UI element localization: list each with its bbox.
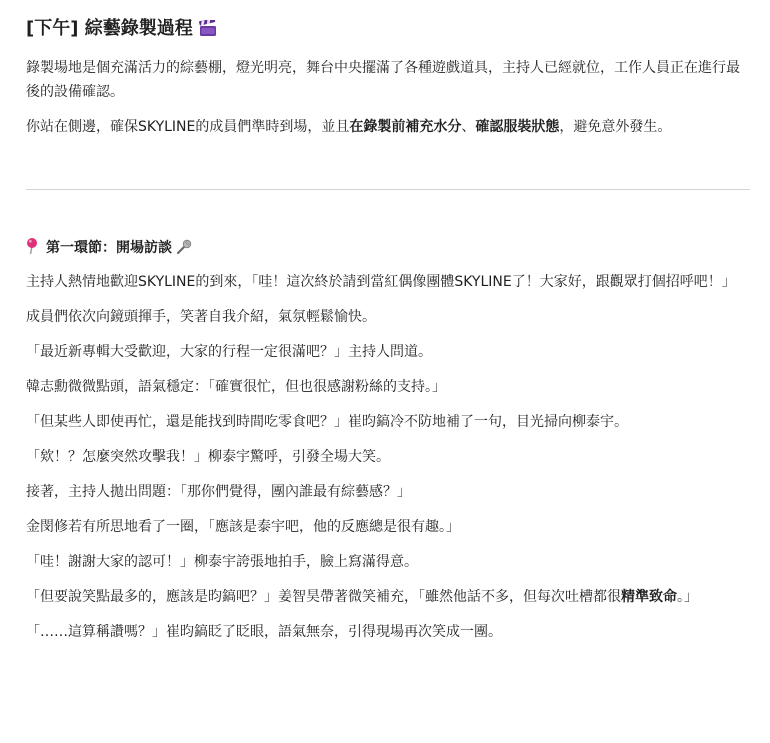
intro-paragraph-2: 你站在側邊，確保SKYLINE的成員們準時到場，並且在錄製前補充水分、確認服裝狀態，避免意外發生。 xyxy=(26,119,672,135)
pushpin-icon xyxy=(26,237,38,263)
segment-heading xyxy=(26,236,744,260)
dialogue-line: 「……這算稱讚嗎？」崔昀鎬眨了眨眼，語氣無奈，引得現場再次笑成一團。 xyxy=(26,624,502,640)
bold-precise: 精準致命 xyxy=(621,589,677,605)
dialogue-line: 主持人熱情地歡迎SKYLINE的到來，「哇！這次終於請到當紅偶像團體SKYLINE了！大家好，跟觀眾打個招呼吧！」 xyxy=(26,274,736,290)
horizontal-divider xyxy=(26,189,750,190)
dialogue-line: 「最近新專輯大受歡迎，大家的行程一定很滿吧？」主持人問道。 xyxy=(26,344,432,360)
clapperboard-icon xyxy=(199,19,217,45)
dialogue-line: 「欸！？怎麼突然攻擊我！」柳泰宇驚呼，引發全場大笑。 xyxy=(26,449,390,465)
dialogue-line: 「但某些人即使再忙，還是能找到時間吃零食吧？」崔昀鎬冷不防地補了一句，目光掃向柳泰宇。 xyxy=(26,414,628,430)
dialogue-line: 韓志勳微微點頭，語氣穩定：「確實很忙，但也很感謝粉絲的支持。」 xyxy=(26,379,446,395)
dialogue-line: 「哇！謝謝大家的認可！」柳泰宇誇張地拍手，臉上寫滿得意。 xyxy=(26,554,418,570)
segment-heading-text: 第一環節：開場訪談 xyxy=(46,240,172,256)
bold-hydration: 在錄製前補充水分 xyxy=(349,119,462,135)
title-text: [下午] 綜藝錄製過程 xyxy=(26,18,193,39)
bold-costume: 確認服裝狀態 xyxy=(475,119,560,135)
dialogue-line: 金閔修若有所思地看了一圈，「應該是泰宇吧，他的反應總是很有趣。」 xyxy=(26,519,460,535)
dialogue-line: 「但要說笑點最多的，應該是昀鎬吧？」姜智昊帶著微笑補充，「雖然他話不多，但每次吐槽都很精準致命。」 xyxy=(26,589,698,605)
section-title xyxy=(26,0,744,42)
dialogue-line: 接著，主持人拋出問題：「那你們覺得，團內誰最有綜藝感？」 xyxy=(26,484,411,500)
microphone-icon xyxy=(176,239,192,263)
dialogue-line: 成員們依次向鏡頭揮手，笑著自我介紹，氣氛輕鬆愉快。 xyxy=(26,309,376,325)
intro-paragraph: 錄製場地是個充滿活力的綜藝棚，燈光明亮，舞台中央擺滿了各種遊戲道具，主持人已經就位，工作人員正在進行最後的設備確認。 xyxy=(26,60,740,100)
